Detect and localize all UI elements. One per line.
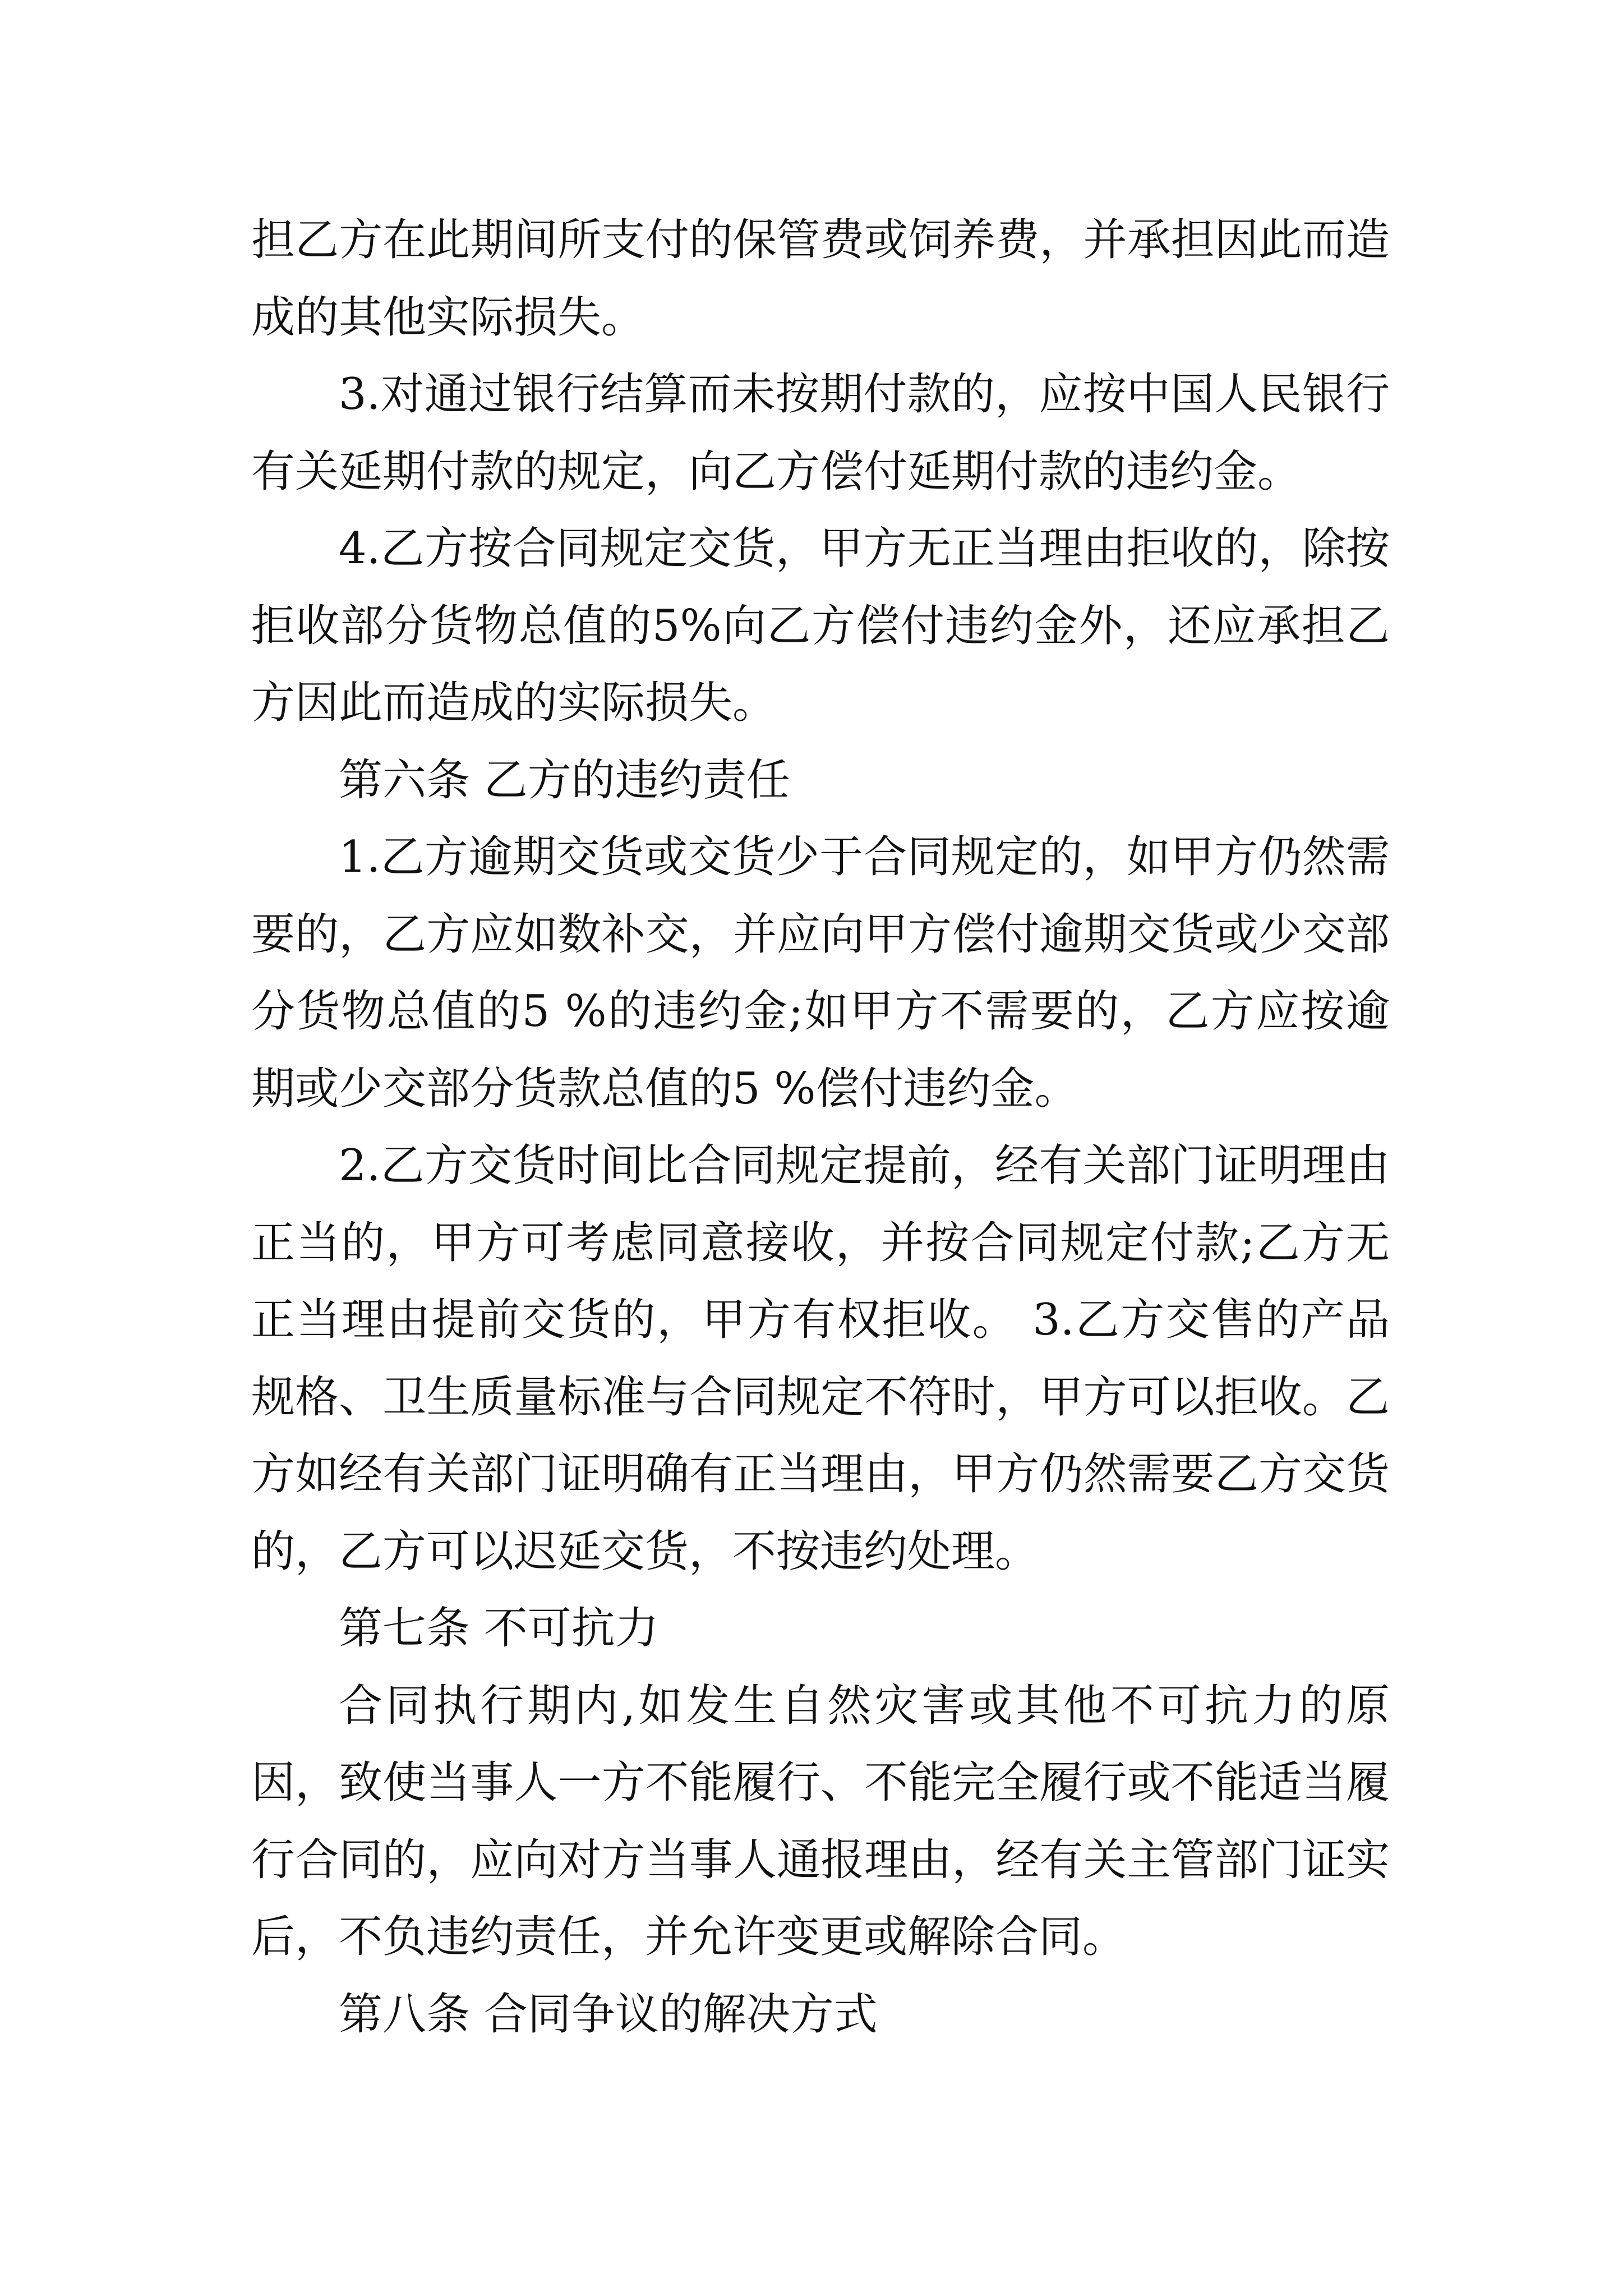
paragraph-continuation: 担乙方在此期间所支付的保管费或饲养费，并承担因此而造成的其他实际损失。	[251, 215, 1390, 343]
paragraph-item-1-late-delivery: 1.乙方逾期交货或交货少于合同规定的，如甲方仍然需要的，乙方应如数补交，并应向甲方偿付逾期交货或少交部分货物总值的5 %的违约金;如甲方不需要的，乙方应按逾期或少交部分货款总值的5 %偿付违约金。	[251, 832, 1390, 1114]
document-body	[251, 202, 1390, 2053]
paragraph-item-3-bank-payment: 3.对通过银行结算而未按期付款的，应按中国人民银行有关延期付款的规定，向乙方偿付延期付款的违约金。	[251, 369, 1390, 497]
paragraph-item-2-early-delivery: 2.乙方交货时间比合同规定提前，经有关部门证明理由正当的，甲方可考虑同意接收，并按合同规定付款;乙方无正当理由提前交货的，甲方有权拒收。 3.乙方交售的产品规格、卫生质量标准与合同规定不符时，甲方可以拒收。乙方如经有关部门证明确有正当理由，甲方仍然需要乙方交货的，乙方可以迟延交货，不按违约处理。	[251, 1140, 1390, 1577]
section-heading-article-6: 第六条 乙方的违约责任	[339, 754, 790, 806]
section-heading-article-8: 第八条 合同争议的解决方式	[339, 1989, 878, 2040]
section-heading-article-7: 第七条 不可抗力	[339, 1603, 659, 1654]
paragraph-force-majeure: 合同执行期内,如发生自然灾害或其他不可抗力的原因，致使当事人一方不能履行、不能完全履行或不能适当履行合同的，应向对方当事人通报理由，经有关主管部门证实后，不负违约责任，并允许变更或解除合同。	[251, 1680, 1390, 1962]
paragraph-item-4-rejection: 4.乙方按合同规定交货，甲方无正当理由拒收的，除按拒收部分货物总值的5%向乙方偿付违约金外，还应承担乙方因此而造成的实际损失。	[251, 523, 1390, 728]
